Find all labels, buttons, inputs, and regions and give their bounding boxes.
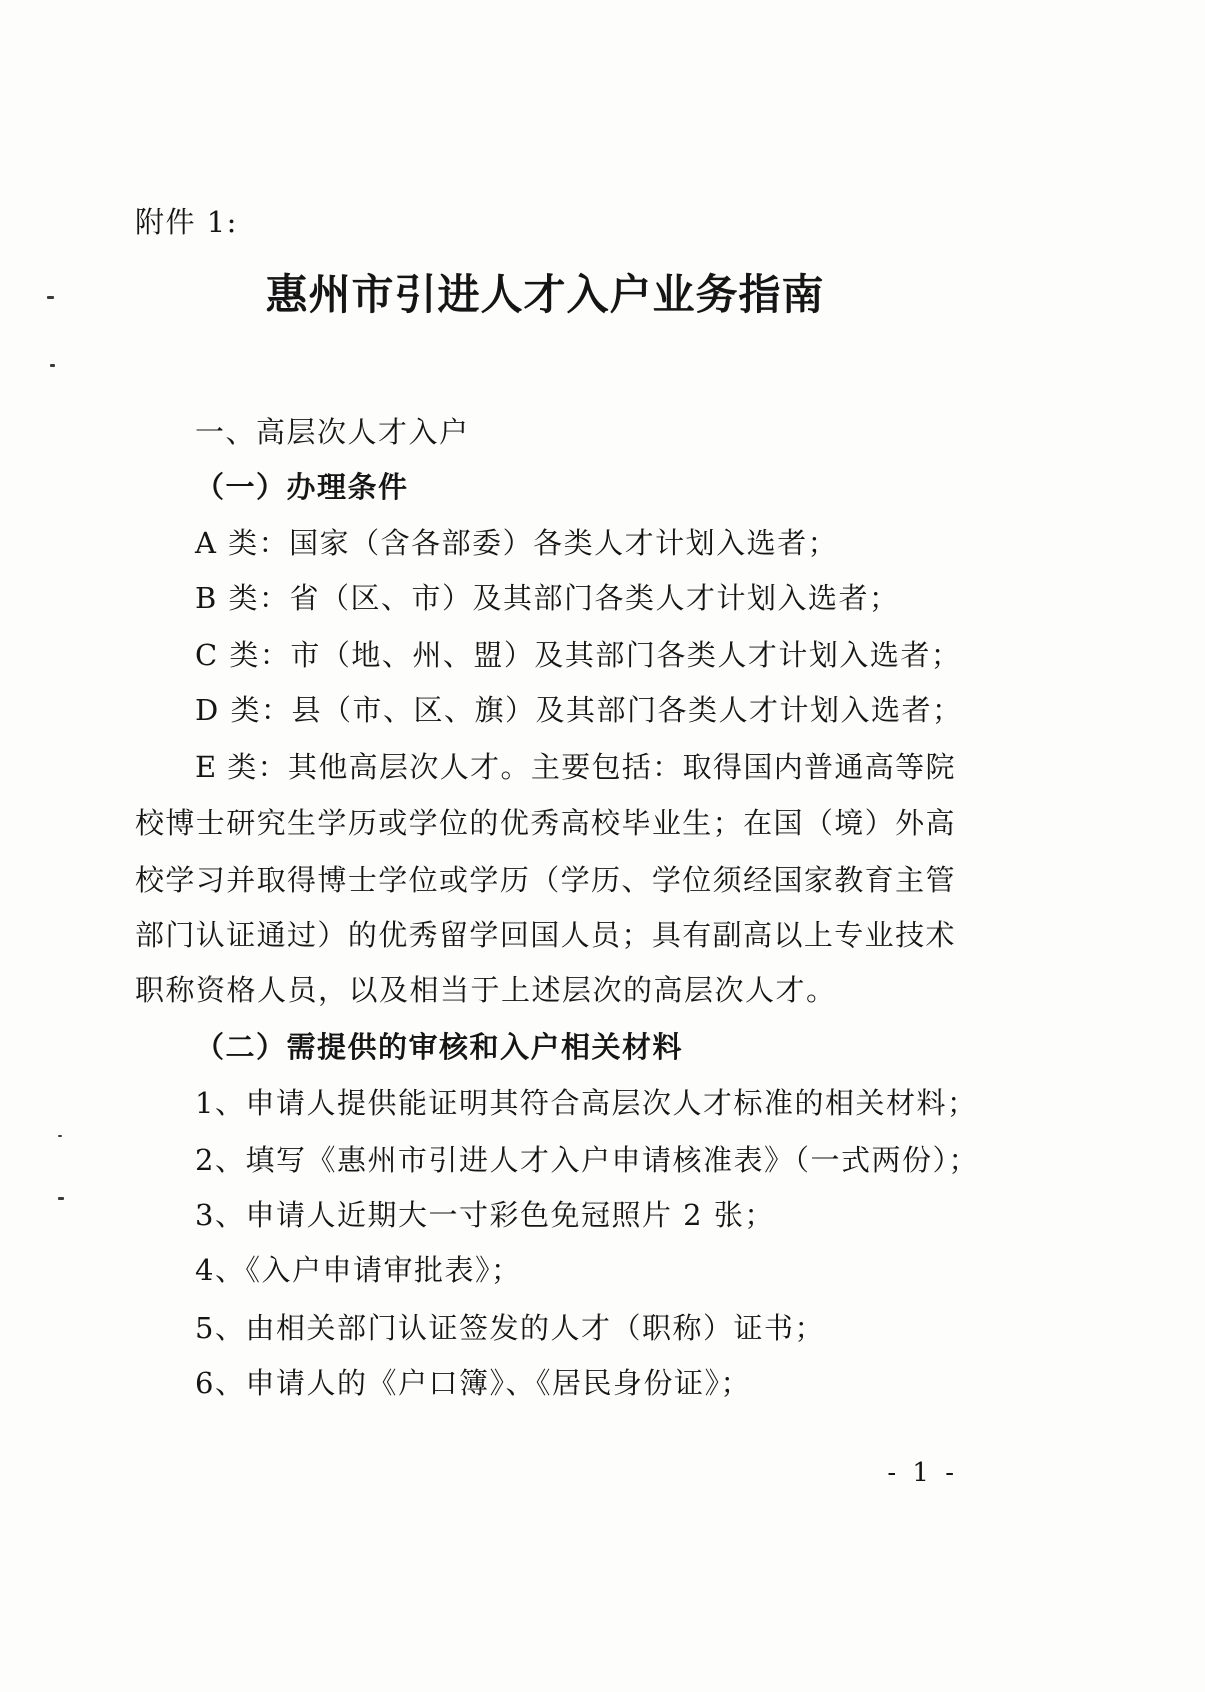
scan-mark xyxy=(58,1135,62,1137)
scan-mark xyxy=(58,1197,64,1200)
scan-mark xyxy=(50,364,55,367)
paragraph-line: 部门认证通过）的优秀留学回国人员；具有副高以上专业技术 xyxy=(135,918,955,952)
list-item: 5、由相关部门认证签发的人才（职称）证书； xyxy=(195,1311,825,1345)
paragraph-line: 校学习并取得博士学位或学历（学历、学位须经国家教育主管 xyxy=(135,863,955,897)
list-item: 4、《入户申请审批表》； xyxy=(195,1253,522,1287)
category-line-b: B 类：省（区、市）及其部门各类人才计划入选者； xyxy=(195,581,900,615)
list-item: 1、申请人提供能证明其符合高层次人才标准的相关材料； xyxy=(195,1086,978,1120)
paragraph-line: E 类：其他高层次人才。主要包括：取得国内普通高等院 xyxy=(195,750,955,784)
subsection-heading-materials: （二）需提供的审核和入户相关材料 xyxy=(195,1030,684,1064)
list-item: 2、填写《惠州市引进人才入户申请核准表》（一式两份）； xyxy=(195,1143,979,1177)
category-line-a: A 类：国家（含各部委）各类人才计划入选者； xyxy=(195,526,839,560)
paragraph-line: 校博士研究生学历或学位的优秀高校毕业生；在国（境）外高 xyxy=(135,806,955,840)
page-number: - 1 - xyxy=(887,1458,958,1488)
paragraph-line: 职称资格人员，以及相当于上述层次的高层次人才。 xyxy=(135,973,837,1007)
scan-mark xyxy=(47,296,54,299)
category-line-c: C 类：市（地、州、盟）及其部门各类人才计划入选者； xyxy=(195,638,962,672)
section-heading: 一、高层次人才入户 xyxy=(195,415,470,449)
attachment-label: 附件 1: xyxy=(135,205,238,239)
subsection-heading-conditions: （一）办理条件 xyxy=(195,470,409,504)
list-item: 3、申请人近期大一寸彩色免冠照片 2 张； xyxy=(195,1198,775,1232)
list-item: 6、申请人的《户口簿》、《居民身份证》； xyxy=(195,1366,751,1400)
category-line-d: D 类：县（市、区、旗）及其部门各类人才计划入选者； xyxy=(195,693,963,727)
document-title: 惠州市引进人才入户业务指南 xyxy=(265,270,825,319)
